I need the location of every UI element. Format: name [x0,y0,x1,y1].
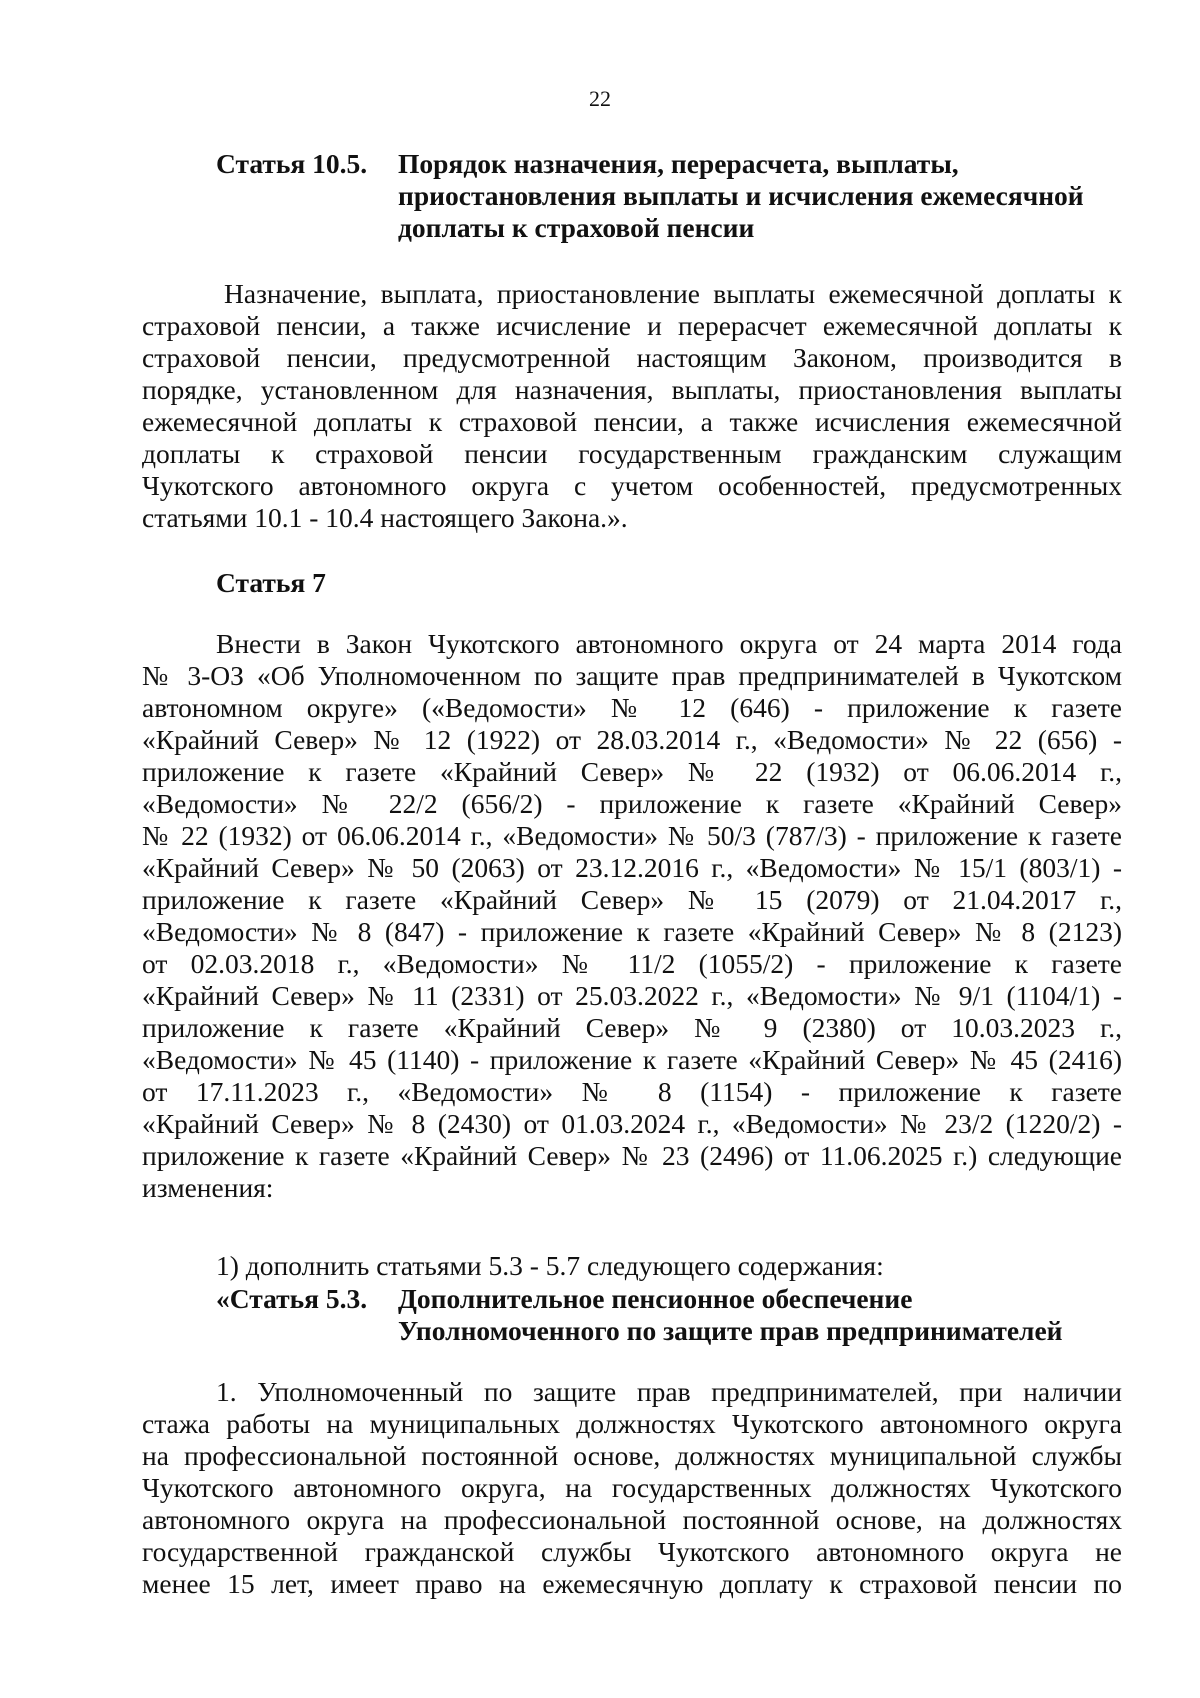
text-line: № 3-ОЗ «Об Уполномоченном по защите прав предпринимателей в Чукотском [142,660,1122,691]
text-line: ежемесячной доплаты к страховой пенсии, а также исчисления ежемесячной [142,406,1122,437]
article-7-heading: Статья 7 [216,567,326,598]
text-line: от 17.11.2023 г., «Ведомости» № 8 (1154) - приложение к газете [142,1076,1122,1107]
text-line: приложение к газете «Крайний Север» № 23 (2496) от 11.06.2025 г.) следующие [142,1140,1122,1171]
title-line: Дополнительное пенсионное обеспечение [398,1283,913,1314]
text-line: страховой пенсии, а также исчисление и перерасчет ежемесячной доплаты к [142,310,1122,341]
page-number: 22 [589,86,611,111]
text-line: Внести в Закон Чукотского автономного округа от 24 марта 2014 года [216,628,1122,659]
text-line: «Крайний Север» № 50 (2063) от 23.12.2016 г., «Ведомости» № 15/1 (803/1) - [142,852,1122,883]
text-line: Чукотского автономного округа с учетом особенностей, предусмотренных [142,470,1122,501]
article-5-3-number: «Статья 5.3. [216,1283,368,1314]
text-line: менее 15 лет, имеет право на ежемесячную доплату к страховой пенсии по [142,1568,1122,1599]
text-line: 1) дополнить статьями 5.3 - 5.7 следующего содержания: [216,1250,884,1281]
title-line: приостановления выплаты и исчисления ежемесячной [398,180,1084,211]
article-7-body [142,628,1122,1204]
text-line: 1. Уполномоченный по защите прав предпринимателей, при наличии [216,1376,1122,1407]
article-5-3-body [142,1376,1122,1600]
text-line: на профессиональной постоянной основе, должностях муниципальной службы [142,1440,1122,1471]
article-10-5-number: Статья 10.5. [216,148,368,179]
article-10-5-body [142,278,1122,534]
text-line: государственной гражданской службы Чукотского автономного округа не [142,1536,1122,1567]
article-5-3-title [398,1283,1063,1347]
text-line: Чукотского автономного округа, на государственных должностях Чукотского [142,1472,1122,1503]
text-line: «Крайний Север» № 11 (2331) от 25.03.2022 г., «Ведомости» № 9/1 (1104/1) - [142,980,1122,1011]
title-line: Уполномоченного по защите прав предпринимателей [398,1315,1063,1346]
text-line: изменения: [142,1172,274,1203]
text-line: страховой пенсии, предусмотренной настоящим Законом, производится в [142,342,1122,373]
text-line: № 22 (1932) от 06.06.2014 г., «Ведомости» № 50/3 (787/3) - приложение к газете [142,820,1122,851]
article-10-5-heading [216,148,1116,244]
text-line: стажа работы на муниципальных должностях Чукотского автономного округа [142,1408,1122,1439]
text-line: автономном округе» («Ведомости» № 12 (646) - приложение к газете [142,692,1122,723]
text-line: «Ведомости» № 45 (1140) - приложение к газете «Крайний Север» № 45 (2416) [142,1044,1122,1075]
text-line: «Крайний Север» № 12 (1922) от 28.03.2014 г., «Ведомости» № 22 (656) - [142,724,1122,755]
text-line: от 02.03.2018 г., «Ведомости» № 11/2 (1055/2) - приложение к газете [142,948,1122,979]
text-line: приложение к газете «Крайний Север» № 15 (2079) от 21.04.2017 г., [142,884,1122,915]
text-line: доплаты к страховой пенсии государственным гражданским служащим [142,438,1122,469]
title-line: Порядок назначения, перерасчета, выплаты, [398,148,959,179]
text-line: приложение к газете «Крайний Север» № 9 (2380) от 10.03.2023 г., [142,1012,1122,1043]
text-line: «Крайний Север» № 8 (2430) от 01.03.2024 г., «Ведомости» № 23/2 (1220/2) - [142,1108,1122,1139]
text-line: приложение к газете «Крайний Север» № 22 (1932) от 06.06.2014 г., [142,756,1122,787]
text-line: «Ведомости» № 22/2 (656/2) - приложение к газете «Крайний Север» [142,788,1122,819]
item-1 [142,1250,1122,1282]
text-line: статьями 10.1 - 10.4 настоящего Закона.». [142,502,628,533]
text-line: автономного округа на профессиональной постоянной основе, на должностях [142,1504,1122,1535]
article-10-5-title [398,148,1084,244]
title-line: доплаты к страховой пенсии [398,212,755,243]
text-line: «Ведомости» № 8 (847) - приложение к газете «Крайний Север» № 8 (2123) [142,916,1122,947]
text-line: Назначение, выплата, приостановление выплаты ежемесячной доплаты к [224,278,1122,309]
text-line: порядке, установленном для назначения, выплаты, приостановления выплаты [142,374,1122,405]
article-5-3-heading [216,1283,1116,1347]
